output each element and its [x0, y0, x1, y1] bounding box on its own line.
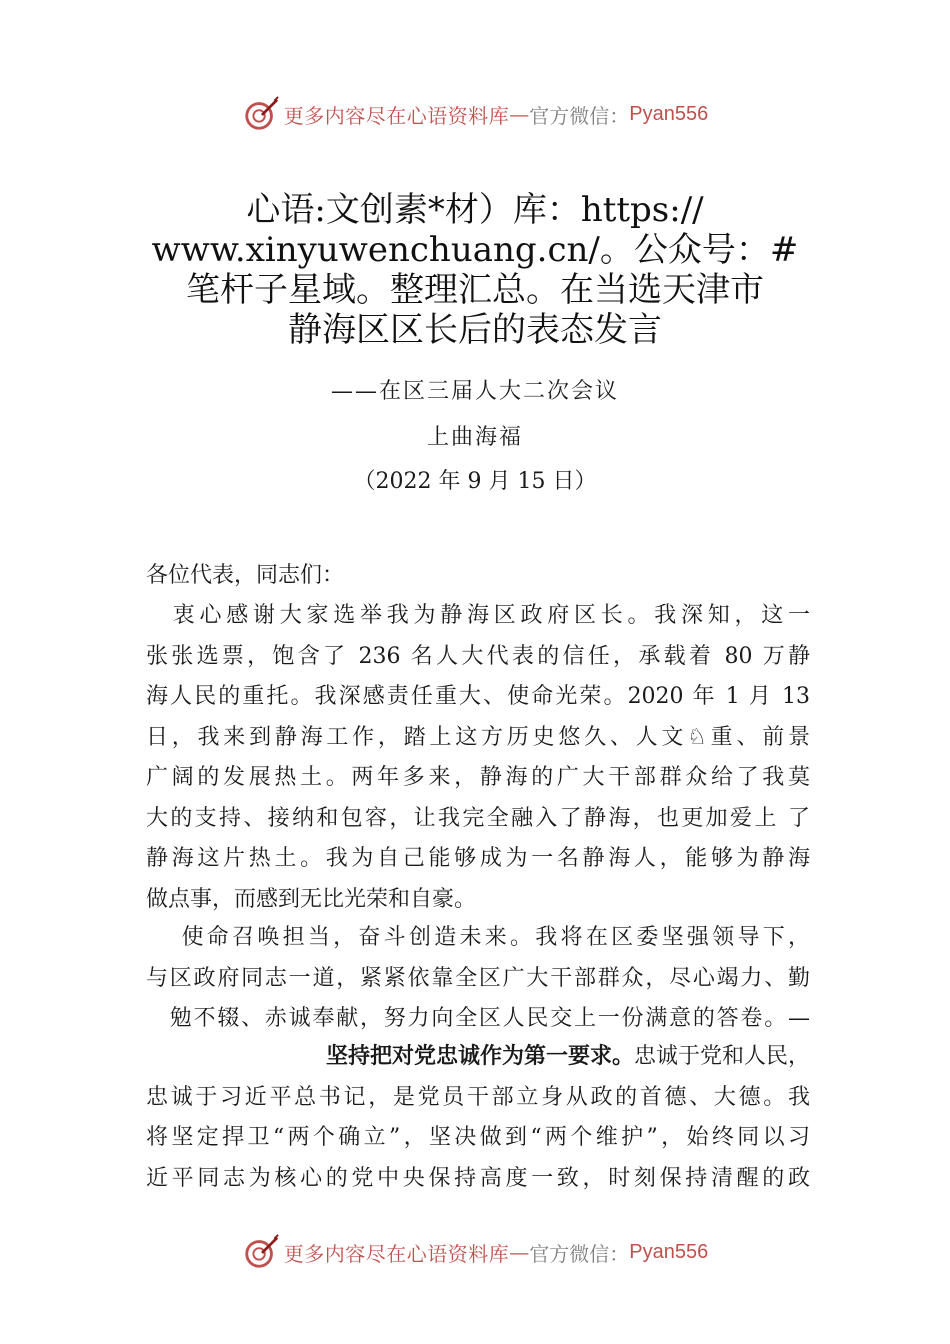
pen-logo-icon — [242, 1233, 280, 1271]
bold-lead: 坚持把对党忠诚作为第一要求。 — [325, 1044, 634, 1069]
paragraph-line: 日，我来到静海工作，踏上这方历史悠久、人文♘重、前景 — [146, 724, 810, 750]
banner-wechat-label: 官方微信： — [529, 1241, 630, 1266]
banner-wechat-id: Pyan556 — [629, 102, 709, 125]
paragraph-1 — [146, 596, 810, 920]
banner-wechat-label: 官方微信： — [529, 103, 630, 128]
title-line: 心语:文创素*材）库：https:// — [246, 190, 704, 230]
banner-dash: — — [509, 102, 530, 126]
paragraph-line: 使命召唤担当，奋斗创造未来。我将在区委坚强领导下， — [146, 925, 810, 950]
paragraph-3 — [146, 1037, 810, 1199]
title-line: www.xinyuwenchuang.cn/。公众号：# — [151, 230, 799, 270]
title-line: 笔杆子星域。整理汇总。在当选天津市 — [186, 270, 764, 310]
greeting-line: 各位代表，同志们： — [146, 563, 345, 588]
paragraph-line: 大的支持、接纳和包容，让我完全融入了静海，也更加爱上 了 — [146, 805, 810, 831]
paragraph-line: 张张选票，饱含了 236 名人大代表的信任，承载着 80 万静 — [146, 643, 810, 669]
paragraph-line: 忠诚于习近平总书记，是党员干部立身从政的首德、大德。我 — [146, 1084, 810, 1110]
paragraph-line: 静海这片热土。我为自己能够成为一名静海人，能够为静海 — [146, 846, 810, 871]
lead-rest: 忠诚于党和人民， — [633, 1044, 810, 1069]
watermark-banner-top — [0, 92, 950, 136]
paragraph-line: 将坚定捍卫“两个确立”，坚决做到“两个维护”，始终同以习 — [146, 1125, 810, 1150]
document-author: 上曲海福 — [426, 425, 523, 450]
paragraph-line — [146, 1037, 810, 1078]
paragraph-line: 衷心感谢大家选举我为静海区政府区长。我深知，这一 — [146, 603, 810, 628]
title-line: 静海区区长后的表态发言 — [288, 310, 662, 350]
pen-logo-icon — [242, 95, 280, 133]
greeting — [146, 556, 810, 597]
paragraph-line: 近平同志为核心的党中央保持高度一致，时刻保持清醒的政 — [146, 1165, 810, 1191]
document-subtitle: ——在区三届人大二次会议 — [330, 379, 619, 404]
paragraph-line: 做点事，而感到无比光荣和自豪。 — [146, 886, 477, 912]
document-title — [150, 190, 800, 350]
document-date: （2022 年 9 月 15 日） — [353, 469, 597, 494]
paragraph-line: 与区政府同志一道，紧紧依靠全区广大干部群众，尽心竭力、勤 — [146, 965, 810, 991]
banner-text: 更多内容尽在心语资料库 — [283, 103, 510, 128]
paragraph-line: 海人民的重托。我深感责任重大、使命光荣。2020 年 1 月 13 — [146, 684, 810, 709]
paragraph-line: 勉不辍、赤诚奉献，努力向全区人民交上一份满意的答卷。— — [146, 1006, 810, 1031]
watermark-banner-bottom — [0, 1230, 950, 1274]
banner-text: 更多内容尽在心语资料库 — [283, 1241, 510, 1266]
paragraph-line: 广阔的发展热土。两年多来，静海的广大干部群众给了我莫 — [146, 765, 810, 790]
banner-wechat-id: Pyan556 — [629, 1240, 709, 1263]
paragraph-2 — [146, 918, 810, 1040]
banner-dash: — — [509, 1240, 530, 1264]
